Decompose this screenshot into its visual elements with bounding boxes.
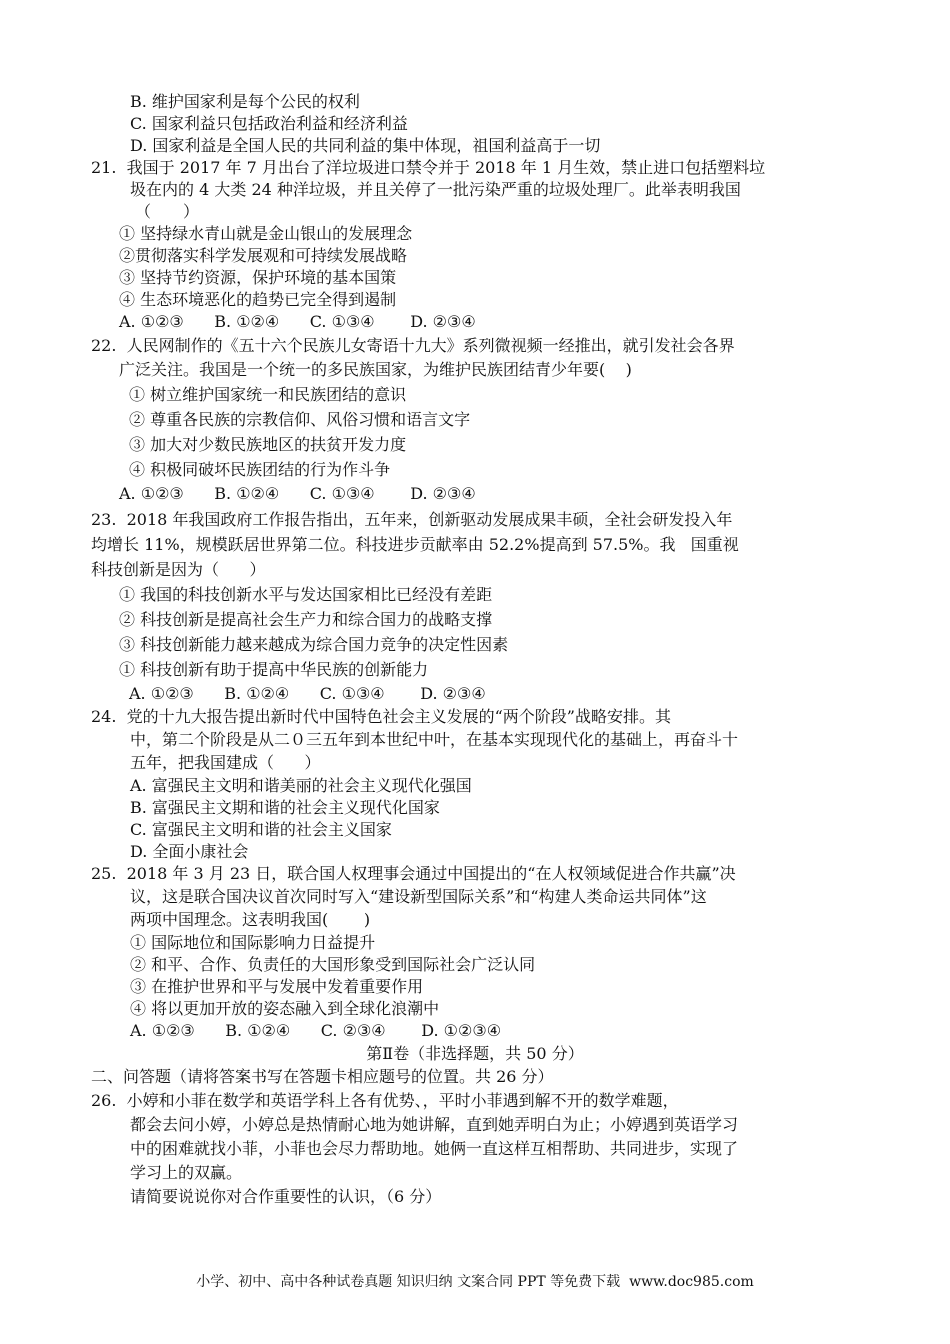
q22-item: ③ 加大对少数民族地区的扶贫开发力度 bbox=[129, 435, 407, 454]
q21-stem-line2: 圾在内的 4 大类 24 种洋垃圾，并且关停了一批污染严重的垃圾处理厂。此举表明我国 bbox=[130, 180, 741, 199]
q21-stem-line3: （ ） bbox=[135, 202, 200, 221]
q26-stem-line1: 26. 小婷和小菲在数学和英语学科上各有优势、，平时小菲遇到解不开的数学难题， bbox=[91, 1091, 679, 1110]
q20-option-c: C. 国家利益只包括政治利益和经济利益 bbox=[130, 114, 408, 133]
q25-stem-line1: 25. 2018 年 3 月 23 日，联合国人权理事会通过中国提出的“在人权领域促进合作共赢”决 bbox=[91, 864, 736, 883]
page-footer: 小学、初中、高中各种试卷真题 知识归纳 文案合同 PPT 等免费下载 www.doc985.com bbox=[196, 1274, 754, 1290]
q23-options: A. ①②③ B. ①②④ C. ①③④ D. ②③④ bbox=[129, 684, 486, 703]
q26-stem-line2: 都会去问小婷，小婷总是热情耐心地为她讲解，直到她弄明白为止；小婷遇到英语学习 bbox=[130, 1115, 739, 1134]
q25-item: ③ 在推护世界和平与发展中发着重要作用 bbox=[130, 977, 424, 996]
q25-options: A. ①②③ B. ①②④ C. ②③④ D. ①②③④ bbox=[130, 1021, 502, 1040]
q23-item: ① 我国的科技创新水平与发达国家相比已经没有差距 bbox=[119, 585, 493, 604]
q21-options: A. ①②③ B. ①②④ C. ①③④ D. ②③④ bbox=[119, 312, 476, 331]
q24-option-c: C. 富强民主文明和谐的社会主义国家 bbox=[130, 820, 392, 839]
q25-stem-line3: 两项中国理念。这表明我国( ) bbox=[130, 910, 371, 929]
q23-stem-line2: 均增长 11%，规模跃居世界第二位。科技进步贡献率由 52.2%提高到 57.5%。我 国重视 bbox=[91, 535, 739, 554]
q23-item: ① 科技创新有助于提高中华民族的创新能力 bbox=[119, 660, 429, 679]
q21-item: ① 坚持绿水青山就是金山银山的发展理念 bbox=[119, 224, 413, 243]
q24-stem-line3: 五年，把我国建成（ ） bbox=[130, 753, 321, 772]
q25-item: ① 国际地位和国际影响力日益提升 bbox=[130, 933, 376, 952]
q22-item: ① 树立维护国家统一和民族团结的意识 bbox=[129, 385, 407, 404]
q25-item: ② 和平、合作、负责任的大国形象受到国际社会广泛认同 bbox=[130, 955, 536, 974]
q23-item: ② 科技创新是提高社会生产力和综合国力的战略支撑 bbox=[119, 610, 493, 629]
q21-item: ③ 坚持节约资源，保护环境的基本国策 bbox=[119, 268, 397, 287]
q26-stem-line4: 学习上的双赢。 bbox=[130, 1163, 243, 1182]
q24-stem-line1: 24. 党的十九大报告提出新时代中国特色社会主义发展的“两个阶段”战略安排。其 bbox=[91, 707, 671, 726]
q24-stem-line2: 中，第二个阶段是从二０三五年到本世纪中叶，在基本实现现代化的基础上，再奋斗十 bbox=[130, 730, 739, 749]
q22-item: ② 尊重各民族的宗教信仰、风俗习惯和语言文字 bbox=[129, 410, 471, 429]
q26-prompt: 请简要说说你对合作重要性的认识，（6 分） bbox=[130, 1187, 442, 1206]
q23-stem-line3: 科技创新是因为（ ） bbox=[91, 560, 266, 579]
q21-stem-line1: 21. 我国于 2017 年 7 月出台了洋垃圾进口禁令并于 2018 年 1 月生效，禁止进口包括塑料垃 bbox=[91, 158, 766, 177]
q26-stem-line3: 中的困难就找小菲，小菲也会尽力帮助地。她俩一直这样互相帮助、共同进步，实现了 bbox=[130, 1139, 739, 1158]
q24-option-a: A. 富强民主文明和谐美丽的社会主义现代化强国 bbox=[130, 776, 472, 795]
section-title: 第Ⅱ卷（非选择题，共 50 分） bbox=[366, 1044, 584, 1063]
q23-stem-line1: 23. 2018 年我国政府工作报告指出，五年来，创新驱动发展成果丰硕，全社会研发投入年 bbox=[91, 510, 733, 529]
q20-option-d: D. 国家利益是全国人民的共同利益的集中体现，祖国利益高于一切 bbox=[130, 136, 601, 155]
q23-item: ③ 科技创新能力越来越成为综合国力竞争的决定性因素 bbox=[119, 635, 509, 654]
q22-item: ④ 积极同破坏民族团结的行为作斗争 bbox=[129, 460, 391, 479]
q24-option-b: B. 富强民主文期和谐的社会主义现代化国家 bbox=[130, 798, 440, 817]
q22-stem-line2: 广泛关注。我国是一个统一的多民族国家，为维护民族团结青少年要( ) bbox=[119, 360, 632, 379]
q24-option-d: D. 全面小康社会 bbox=[130, 842, 249, 861]
q25-item: ④ 将以更加开放的姿态融入到全球化浪潮中 bbox=[130, 999, 440, 1018]
q22-stem-line1: 22. 人民网制作的《五十六个民族儿女寄语十九大》系列微视频一经推出，就引发社会各界 bbox=[91, 336, 735, 355]
q25-stem-line2: 议，这是联合国决议首次同时写入“建设新型国际关系”和“构建人类命运共同体”这 bbox=[130, 887, 707, 906]
q20-option-b: B. 维护国家利是每个公民的权利 bbox=[130, 92, 360, 111]
q22-options: A. ①②③ B. ①②④ C. ①③④ D. ②③④ bbox=[119, 484, 476, 503]
q21-item: ②贯彻落实科学发展观和可持续发展战略 bbox=[119, 246, 408, 265]
section-heading: 二、问答题（请将答案书写在答题卡相应题号的位置。共 26 分） bbox=[91, 1067, 554, 1086]
q21-item: ④ 生态环境恶化的趋势已完全得到遏制 bbox=[119, 290, 397, 309]
